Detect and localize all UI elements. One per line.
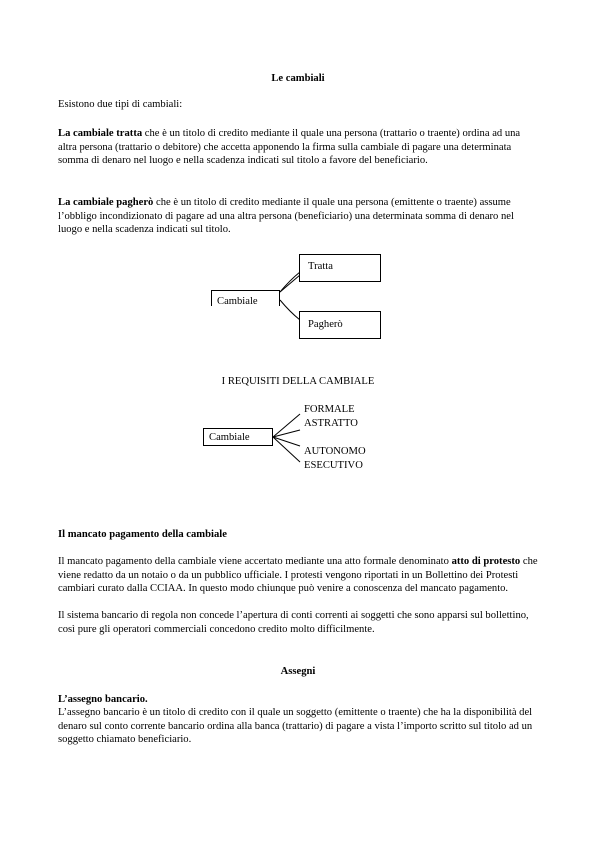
section-title-mancato-pagamento: Il mancato pagamento della cambiale bbox=[58, 529, 227, 540]
diagram1-pagherò-box bbox=[299, 311, 381, 339]
pagherò-definition: che è un titolo di credito mediante il quale una persona (emittente o traente) assume l’obbligo incondizionato di pagare ad una altra persona (beneficiario) una determinata somma di denaro nel luogo e nella scadenza indicati sul titolo. bbox=[58, 197, 514, 235]
diagram1-tratta-box bbox=[299, 254, 381, 282]
requisito-esecutivo: ESECUTIVO bbox=[304, 460, 363, 471]
subtitle-assegno-bancario: L’assegno bancario. bbox=[58, 694, 148, 705]
diagram1-tratta-label: Tratta bbox=[308, 261, 333, 272]
requisiti-heading: I REQUISITI DELLA CAMBIALE bbox=[221, 376, 375, 387]
paragraph-sistema-bancario: Il sistema bancario di regola non concede l’apertura di conti correnti ai soggetti che sono apparsi sul bollettino, così pure gli operatori commerciali concedono credito molto difficilmente. bbox=[58, 610, 529, 635]
protesto-text-b: che viene redatto da un notaio o da un pubblico ufficiale. I protesti vengono riportati in un Bollettino dei Protesti cambiari curato dalla CCIAA. In questo modo chiunque può venire a conoscenza del mancato pagamento. bbox=[58, 556, 538, 594]
requisito-formale: FORMALE bbox=[304, 404, 355, 415]
tratta-definition: che è un titolo di credito mediante il quale una persona (trattario o traente) ordina ad una altra persona (trattario o debitore) che accetta apponendo la firma sulla cambiale di pagare una determinata somma di denaro nel luogo e nella scadenza indicati sul titolo a favore del beneficiario. bbox=[58, 128, 521, 166]
diagram1-root-box bbox=[211, 290, 280, 306]
pagherò-term: La cambiale pagherò bbox=[58, 197, 154, 208]
requisito-autonomo: AUTONOMO bbox=[304, 446, 366, 457]
paragraph-assegno-bancario: L’assegno bancario è un titolo di credito con il quale un soggetto (emittente o traente) che ha la disponibilità del denaro sul conto corrente bancario ordina alla banca (trattario) di pagare a vista l’importo scritto sul titolo ad un soggetto chiamato beneficiario. bbox=[58, 707, 533, 745]
diagram2-root-label: Cambiale bbox=[209, 432, 250, 443]
tratta-term: La cambiale tratta bbox=[58, 128, 143, 139]
intro-text: Esistono due tipi di cambiali: bbox=[58, 99, 183, 110]
protesto-term: atto di protesto bbox=[451, 556, 521, 567]
requisito-astratto: ASTRATTO bbox=[304, 418, 358, 429]
protesto-text-a: Il mancato pagamento della cambiale viene accertato mediante una atto formale denominato bbox=[58, 556, 452, 567]
section-title-cambiali: Le cambiali bbox=[271, 73, 325, 84]
diagram1-pagherò-label: Pagherò bbox=[308, 319, 343, 330]
diagram1-root-label: Cambiale bbox=[217, 296, 258, 306]
diagram2-root-box bbox=[203, 428, 273, 446]
section-title-assegni: Assegni bbox=[280, 666, 316, 677]
paragraph-protesto bbox=[58, 555, 540, 596]
